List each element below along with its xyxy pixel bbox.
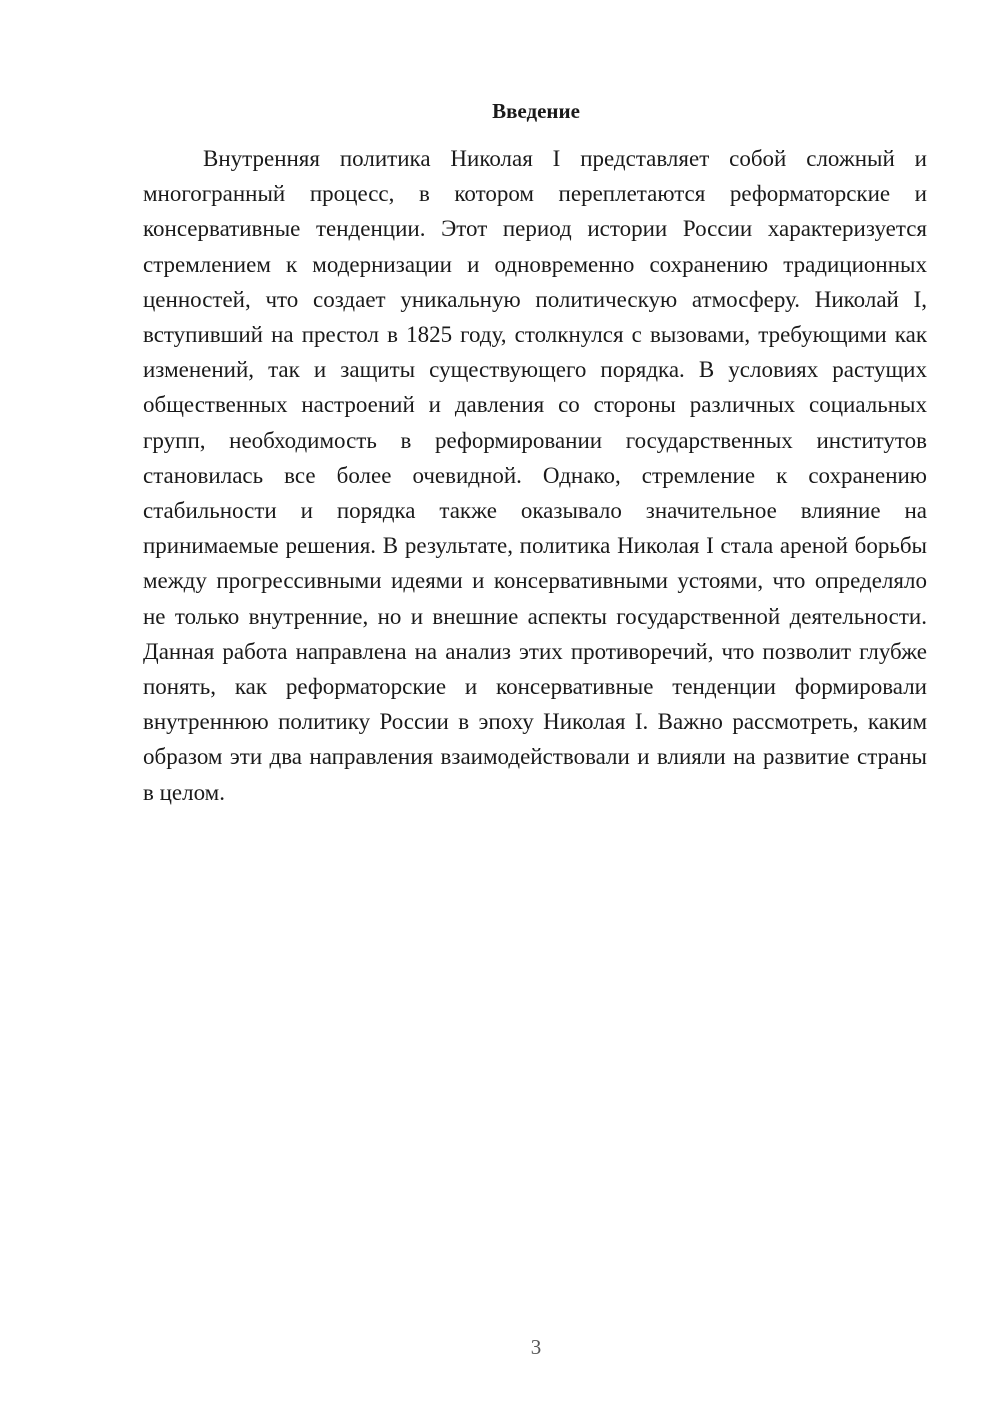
section-heading: Введение	[492, 99, 580, 123]
body-paragraph: Внутренняя политика Николая I представляет собой сложный и многогранный процесс, в котором переплетаются реформаторские и консервативные тенденции. Этот период истории России характеризуется стремлением к модернизации и одновременно сохранению традиционных ценностей, что создает уникальную политическую атмосферу. Николай I, вступивший на престол в 1825 году, столкнулся с вызовами, требующими как изменений, так и защиты существующего порядка. В условиях растущих общественных настроений и давления со стороны различных социальных групп, необходимость в реформировании государственных институтов становилась все более очевидной. Однако, стремление к сохранению стабильности и порядка также оказывало значительное влияние на принимаемые решения. В результате, политика Николая I стала ареной борьбы между прогрессивными идеями и консервативными устоями, что определяло не только внутренние, но и внешние аспекты государственной деятельности. Данная работа направлена на анализ этих противоречий, что позволит глубже понять, как реформаторские и консервативные тенденции формировали внутреннюю политику России в эпоху Николая I. Важно рассмотреть, каким образом эти два направления взаимодействовали и влияли на развитие страны в целом.	[143, 146, 927, 805]
page-number: 3	[530, 1335, 542, 1359]
